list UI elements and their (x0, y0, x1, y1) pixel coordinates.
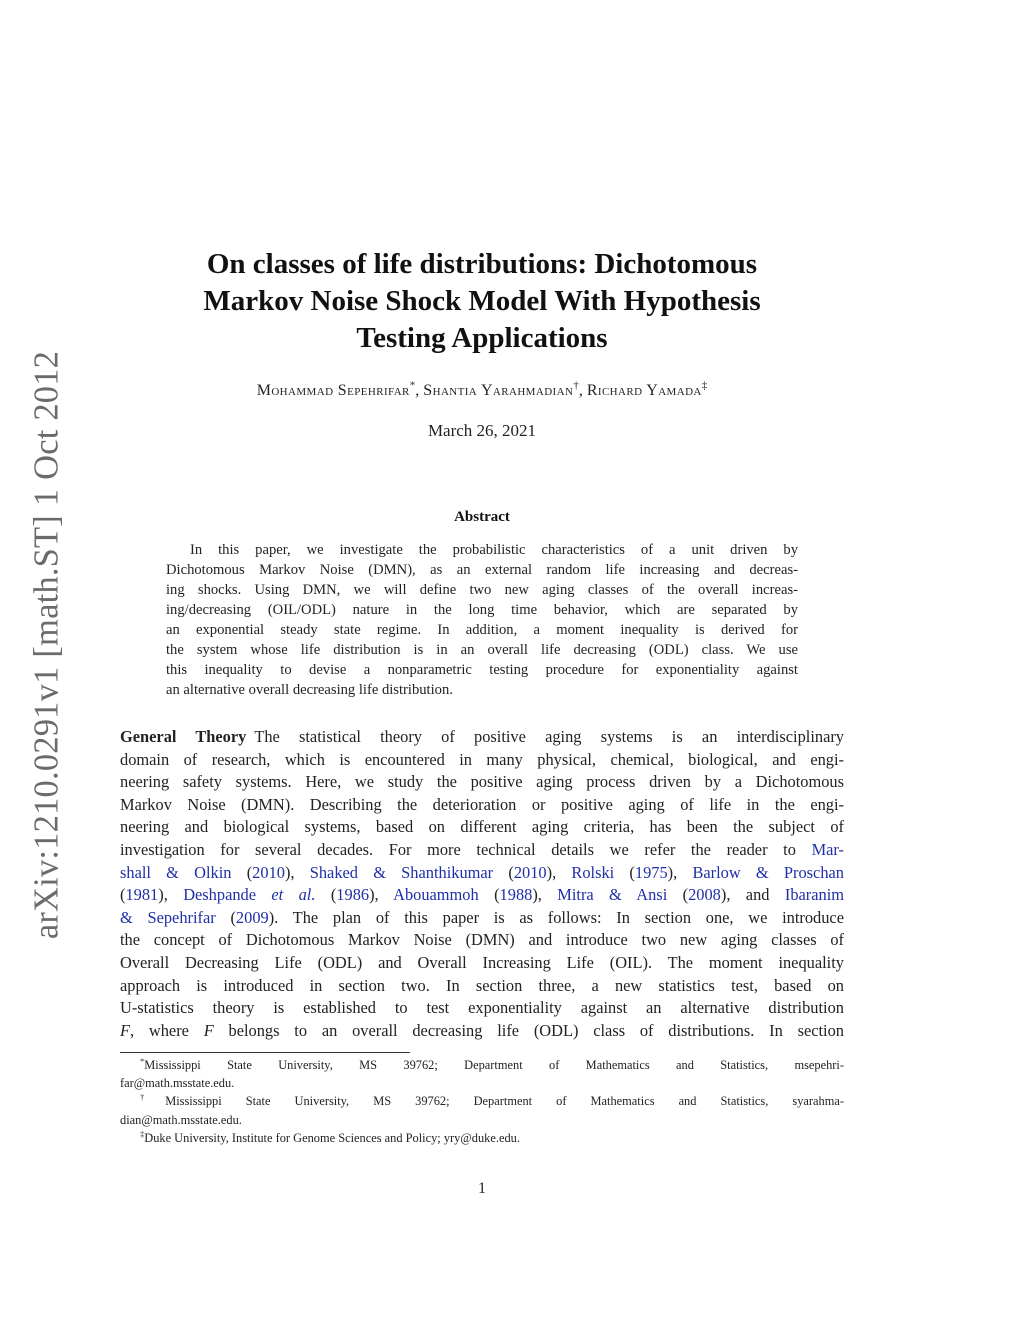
paper-title (120, 246, 844, 357)
arxiv-identifier-stamp: arXiv:1210.0291v1 [math.ST] 1 Oct 2012 (27, 350, 66, 940)
footnote-text: Mississippi State University, MS 39762; Department of Mathematics and Statistics, syarahma- (165, 1094, 844, 1109)
abstract-line: In this paper, we investigate the probabilistic characteristics of a unit driven by (190, 542, 798, 558)
abstract-line: an exponential steady state regime. In addition, a moment inequality is derived for (166, 622, 798, 638)
citation-link[interactable]: Barlow & Proschan (692, 862, 844, 882)
body-text: ), (284, 862, 310, 882)
body-line (120, 907, 844, 930)
body-text: ). The plan of this paper is as follows: In section one, we introduce (268, 907, 844, 927)
author-separator: , (415, 382, 424, 399)
general-theory-section (120, 726, 844, 1042)
body-text: , where (130, 1020, 204, 1040)
footnote-text: Duke University, Institute for Genome Sciences and Policy; yry@duke.edu. (144, 1130, 520, 1145)
citation-year-link[interactable]: 2010 (252, 862, 285, 882)
body-line: approach is introduced in section two. In section three, a new statistics test, based on (120, 975, 844, 995)
abstract-line: this inequality to devise a nonparametric testing procedure for exponentiality against (166, 662, 798, 678)
author-name: Mohammad Sepehrifar (256, 382, 410, 399)
body-text: ( (231, 862, 253, 882)
page-number: 1 (478, 1180, 486, 1197)
citation-link[interactable]: Ibaranim (784, 885, 845, 905)
body-line (120, 1020, 844, 1043)
body-text: investigation for several decades. For more technical details we refer the reader to (120, 839, 796, 859)
body-line: Overall Decreasing Life (ODL) and Overall Increasing Life (OIL). The moment inequality (120, 952, 844, 972)
citation-link[interactable]: Mar- (811, 839, 844, 859)
body-text: ), and (720, 885, 785, 905)
author-separator: , (578, 382, 587, 399)
body-line (120, 726, 844, 749)
footnote-mark: ‡ (140, 1128, 145, 1139)
body-text: ( (614, 862, 635, 882)
citation-year-link[interactable]: 1986 (336, 885, 370, 905)
citation-link[interactable]: Abouammoh (393, 885, 479, 905)
footnote-mark: † (140, 1092, 166, 1103)
body-text: ), (667, 862, 693, 882)
body-line (120, 839, 844, 862)
abstract-line: Dichotomous Markov Noise (DMN), as an external random life increasing and decreas- (166, 562, 798, 578)
body-line: domain of research, which is encountered in many physical, chemical, biological, and engi- (120, 749, 844, 769)
abstract-heading: Abstract (454, 509, 510, 525)
footnote-line (120, 1129, 844, 1147)
citation-link[interactable]: Deshpande (183, 885, 272, 905)
abstract-line: ing/decreasing (OIL/ODL) nature in the long time behavior, which are separated by (166, 602, 798, 618)
body-line: the concept of Dichotomous Markov Noise (DMN) and introduce two new aging classes of (120, 930, 844, 950)
body-line: neering safety systems. Here, we study the positive aging process driven by a Dichotomous (120, 772, 844, 792)
footnote-line: far@math.msstate.edu. (120, 1076, 235, 1091)
citation-year-link[interactable]: 2010 (513, 862, 547, 882)
citation-link[interactable]: & Sepehrifar (120, 907, 216, 927)
body-line: neering and biological systems, based on different aging criteria, has been the subject of (120, 817, 844, 837)
citation-year-link[interactable]: 2009 (235, 907, 269, 927)
footnote-mark: * (140, 1055, 145, 1066)
citation-year-link[interactable]: 1988 (499, 885, 533, 905)
citation-link[interactable]: Shaked & Shanthikumar (309, 862, 494, 882)
footnotes (120, 1056, 844, 1147)
body-text: ), (546, 862, 572, 882)
citation-link[interactable]: Rolski (571, 862, 615, 882)
body-text: The statistical theory of positive aging systems is an interdisciplinary (254, 727, 844, 746)
body-text: ( (667, 885, 689, 905)
body-line: U-statistics theory is established to test exponentiality against an alternative distribution (120, 998, 844, 1018)
body-line (120, 862, 844, 885)
footnote-divider (120, 1052, 410, 1053)
section-heading: General Theory (120, 727, 247, 746)
citation-link[interactable]: Mitra & Ansi (557, 885, 668, 905)
title-line: Testing Applications (356, 322, 608, 354)
footnote-line (120, 1092, 844, 1110)
math-variable: F (203, 1020, 214, 1040)
abstract-line: the system whose life distribution is in an overall life decreasing (ODL) class. We use (166, 642, 798, 658)
body-line: Markov Noise (DMN). Describing the deterioration or positive aging of life in the engi- (120, 794, 844, 814)
math-variable: F (120, 1020, 131, 1040)
body-text: ( (478, 885, 500, 905)
body-text: belongs to an overall decreasing life (ODL) class of distributions. In section (213, 1020, 844, 1040)
body-text: ( (315, 885, 337, 905)
citation-link[interactable]: shall & Olkin (120, 862, 232, 882)
body-text: ), (532, 885, 558, 905)
citation-link[interactable]: et al. (271, 885, 316, 905)
body-text: ( (493, 862, 514, 882)
citation-year-link[interactable]: 1975 (634, 862, 668, 882)
citation-year-link[interactable]: 2008 (688, 885, 721, 905)
body-line (120, 884, 844, 907)
body-text: ), (369, 885, 394, 905)
author-name: Shantia Yarahmadian (423, 382, 574, 399)
title-line: Markov Noise Shock Model With Hypothesis (203, 285, 761, 317)
footnote-line (120, 1056, 844, 1074)
body-text: ( (215, 907, 236, 927)
author-footnote-mark[interactable]: * (409, 379, 416, 392)
paper-date: March 26, 2021 (427, 421, 537, 440)
author-footnote-mark[interactable]: † (573, 379, 579, 392)
abstract-line: an alternative overall decreasing life distribution. (166, 682, 453, 698)
abstract-text (166, 540, 798, 700)
title-line: On classes of life distributions: Dichotomous (206, 248, 758, 280)
author-name: Richard Yamada (586, 382, 702, 399)
author-list (120, 379, 844, 400)
footnote-text: Mississippi State University, MS 39762; Department of Mathematics and Statistics, msepehri- (144, 1058, 844, 1072)
body-text: ( (120, 885, 126, 905)
footnote-line: dian@math.msstate.edu. (120, 1112, 242, 1127)
body-text: ), (158, 885, 184, 905)
author-footnote-mark[interactable]: ‡ (701, 379, 708, 392)
abstract-line: ing shocks. Using DMN, we will define two new aging classes of the overall increas- (166, 582, 798, 598)
citation-year-link[interactable]: 1981 (125, 885, 159, 905)
